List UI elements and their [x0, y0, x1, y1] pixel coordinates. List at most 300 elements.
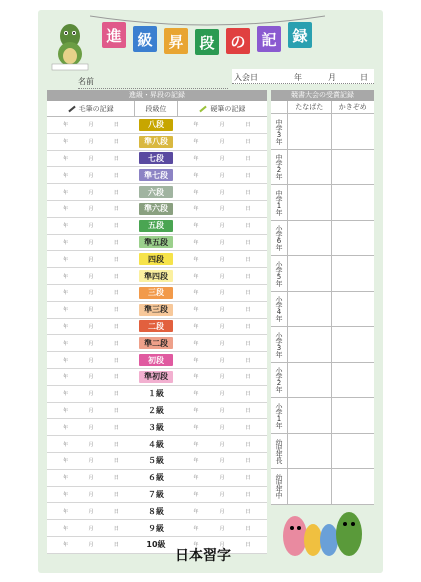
- rank-row: [47, 386, 267, 403]
- pen-date-cell[interactable]: [177, 419, 267, 435]
- rank-label: 五段: [139, 220, 173, 232]
- pen-date-cell[interactable]: [177, 151, 267, 167]
- date-unit: 年: [63, 323, 69, 330]
- rank-row: [47, 503, 267, 520]
- brush-date-cell[interactable]: [47, 419, 135, 435]
- brush-date-cell[interactable]: [47, 151, 135, 167]
- rank-row: [47, 520, 267, 537]
- date-unit: 年: [63, 542, 69, 549]
- date-unit: 月: [219, 424, 225, 431]
- rank-label: 準五段: [139, 236, 173, 248]
- date-unit: 日: [245, 307, 251, 314]
- rank-label: 七段: [139, 152, 173, 164]
- date-unit: 日: [113, 525, 119, 532]
- pen-date-cell[interactable]: [177, 403, 267, 419]
- date-unit: 月: [88, 139, 94, 146]
- rank-row: [47, 134, 267, 151]
- date-unit: 月: [88, 357, 94, 364]
- brush-date-cell[interactable]: [47, 268, 135, 284]
- date-unit: 日: [245, 491, 251, 498]
- date-unit: 日: [113, 155, 119, 162]
- tanabata-cell[interactable]: [288, 327, 331, 362]
- date-unit: 日: [113, 491, 119, 498]
- tanabata-cell[interactable]: [288, 363, 331, 398]
- rank-label: ５級: [139, 455, 173, 467]
- pen-date-cell[interactable]: [177, 268, 267, 284]
- date-unit: 年: [63, 172, 69, 179]
- pen-header-label: 硬筆の記録: [210, 104, 246, 113]
- footer-brand: 日本習字: [175, 548, 231, 564]
- date-unit: 月: [219, 357, 225, 364]
- date-unit: 年: [193, 290, 199, 297]
- date-unit: 年: [193, 424, 199, 431]
- date-unit: 日: [245, 189, 251, 196]
- rank-cell: [135, 369, 177, 385]
- year-label: 年: [294, 73, 302, 82]
- grade-row: [271, 327, 374, 363]
- date-unit: 月: [88, 508, 94, 515]
- brush-header: [47, 101, 134, 116]
- date-unit: 日: [113, 391, 119, 398]
- grade-row: [271, 185, 374, 221]
- grade-row: [271, 256, 374, 292]
- date-unit: 月: [88, 172, 94, 179]
- date-unit: 月: [219, 323, 225, 330]
- grade-label: 小学2年: [271, 363, 288, 398]
- date-unit: 年: [193, 542, 199, 549]
- date-unit: 年: [63, 374, 69, 381]
- rank-row: [47, 470, 267, 487]
- rank-label: １級: [139, 388, 173, 400]
- date-unit: 月: [88, 155, 94, 162]
- date-unit: 日: [245, 391, 251, 398]
- date-unit: 月: [88, 491, 94, 498]
- brush-date-cell[interactable]: [47, 369, 135, 385]
- pen-date-cell[interactable]: [177, 369, 267, 385]
- brush-date-cell[interactable]: [47, 352, 135, 368]
- date-unit: 日: [113, 307, 119, 314]
- name-label: 名前: [78, 77, 94, 86]
- date-unit: 日: [245, 424, 251, 431]
- date-unit: 月: [219, 155, 225, 162]
- date-unit: 年: [63, 189, 69, 196]
- tanabata-cell[interactable]: [288, 292, 331, 327]
- date-unit: 日: [245, 139, 251, 146]
- date-unit: 月: [88, 273, 94, 280]
- tanabata-cell[interactable]: [288, 185, 331, 220]
- kakizome-cell[interactable]: [331, 292, 375, 327]
- rank-row: [47, 184, 267, 201]
- title-flag: 昇: [164, 28, 188, 54]
- date-unit: 日: [113, 374, 119, 381]
- brush-date-cell[interactable]: [47, 117, 135, 133]
- date-unit: 月: [219, 542, 225, 549]
- date-unit: 月: [219, 458, 225, 465]
- date-unit: 年: [193, 374, 199, 381]
- brush-date-cell[interactable]: [47, 201, 135, 217]
- tanabata-cell[interactable]: [288, 150, 331, 185]
- date-unit: 年: [63, 139, 69, 146]
- rank-row: [47, 117, 267, 134]
- date-unit: 月: [219, 189, 225, 196]
- date-unit: 日: [245, 323, 251, 330]
- date-unit: 月: [88, 424, 94, 431]
- rank-cell: [135, 537, 177, 553]
- date-unit: 年: [63, 155, 69, 162]
- brush-header-label: 毛筆の記録: [78, 104, 114, 113]
- brush-date-cell[interactable]: [47, 436, 135, 452]
- date-unit: 年: [63, 357, 69, 364]
- brush-date-cell[interactable]: [47, 470, 135, 486]
- promotion-table-header: [47, 101, 267, 117]
- date-unit: 年: [63, 441, 69, 448]
- pen-date-cell[interactable]: [177, 285, 267, 301]
- date-unit: 日: [245, 155, 251, 162]
- grade-label: 幼児年中: [271, 469, 288, 504]
- tanabata-cell[interactable]: [288, 114, 331, 149]
- rank-cell: [135, 403, 177, 419]
- date-unit: 年: [63, 475, 69, 482]
- brush-date-cell[interactable]: [47, 487, 135, 503]
- rank-row: [47, 201, 267, 218]
- rank-row: [47, 419, 267, 436]
- date-unit: 年: [63, 223, 69, 230]
- date-unit: 日: [245, 407, 251, 414]
- kakizome-header: かきぞめ: [331, 101, 375, 113]
- rank-label: 準初段: [139, 371, 173, 383]
- date-unit: 年: [63, 256, 69, 263]
- date-unit: 日: [245, 206, 251, 213]
- rank-label: 八段: [139, 119, 173, 131]
- grade-row: [271, 114, 374, 150]
- date-unit: 日: [113, 357, 119, 364]
- brush-date-cell[interactable]: [47, 386, 135, 402]
- grade-label: 幼児年長: [271, 434, 288, 469]
- date-unit: 日: [113, 290, 119, 297]
- date-unit: 年: [193, 340, 199, 347]
- rank-cell: [135, 134, 177, 150]
- kakizome-cell[interactable]: [331, 256, 375, 291]
- date-unit: 年: [63, 525, 69, 532]
- kakizome-cell[interactable]: [331, 150, 375, 185]
- date-unit: 日: [113, 223, 119, 230]
- date-unit: 年: [193, 441, 199, 448]
- date-unit: 年: [63, 122, 69, 129]
- date-unit: 日: [245, 508, 251, 515]
- title-flag: 録: [288, 22, 312, 48]
- pen-date-cell[interactable]: [177, 235, 267, 251]
- brush-date-cell[interactable]: [47, 319, 135, 335]
- date-unit: 年: [193, 391, 199, 398]
- rank-cell: [135, 319, 177, 335]
- date-unit: 年: [193, 122, 199, 129]
- date-unit: 月: [88, 122, 94, 129]
- rank-label: 準六段: [139, 203, 173, 215]
- grade-label: 小学6年: [271, 221, 288, 256]
- date-unit: 月: [219, 307, 225, 314]
- rank-cell: [135, 436, 177, 452]
- date-unit: 日: [113, 458, 119, 465]
- pen-date-cell[interactable]: [177, 520, 267, 536]
- rank-cell: [135, 419, 177, 435]
- pen-date-cell[interactable]: [177, 251, 267, 267]
- date-unit: 月: [219, 391, 225, 398]
- date-unit: 年: [193, 407, 199, 414]
- rank-label: 準八段: [139, 136, 173, 148]
- pen-date-cell[interactable]: [177, 335, 267, 351]
- rank-cell: [135, 201, 177, 217]
- date-unit: 日: [113, 475, 119, 482]
- brush-date-cell[interactable]: [47, 403, 135, 419]
- date-unit: 月: [219, 273, 225, 280]
- rank-cell: [135, 184, 177, 200]
- pen-date-cell[interactable]: [177, 218, 267, 234]
- date-unit: 月: [219, 172, 225, 179]
- date-unit: 年: [193, 458, 199, 465]
- rank-label: ８級: [139, 505, 173, 517]
- rank-row: [47, 369, 267, 386]
- date-unit: 年: [193, 357, 199, 364]
- date-unit: 月: [88, 189, 94, 196]
- grade-label: 小学1年: [271, 398, 288, 433]
- date-unit: 月: [219, 122, 225, 129]
- date-unit: 日: [245, 340, 251, 347]
- date-unit: 日: [113, 122, 119, 129]
- kakizome-cell[interactable]: [331, 398, 375, 433]
- pen-date-cell[interactable]: [177, 436, 267, 452]
- grade-row: [271, 363, 374, 399]
- date-unit: 年: [193, 206, 199, 213]
- pen-date-cell[interactable]: [177, 470, 267, 486]
- brush-date-cell[interactable]: [47, 537, 135, 553]
- kakizome-cell[interactable]: [331, 221, 375, 256]
- grade-row: [271, 434, 374, 470]
- kakizome-cell[interactable]: [331, 114, 375, 149]
- date-unit: 月: [88, 407, 94, 414]
- pen-date-cell[interactable]: [177, 201, 267, 217]
- award-table-header: [271, 101, 374, 114]
- grade-label: 中学2年: [271, 150, 288, 185]
- rank-row: [47, 285, 267, 302]
- pen-date-cell[interactable]: [177, 487, 267, 503]
- grade-row: [271, 221, 374, 257]
- date-unit: 年: [193, 273, 199, 280]
- pen-icon: [200, 105, 207, 112]
- mascot-illustration: [50, 20, 90, 72]
- date-unit: 年: [63, 206, 69, 213]
- rank-row: [47, 319, 267, 336]
- date-unit: 年: [63, 391, 69, 398]
- date-unit: 年: [63, 307, 69, 314]
- brush-date-cell[interactable]: [47, 302, 135, 318]
- title-flag: の: [226, 28, 250, 54]
- kakizome-cell[interactable]: [331, 327, 375, 362]
- date-unit: 月: [88, 542, 94, 549]
- date-unit: 月: [219, 441, 225, 448]
- pen-date-cell[interactable]: [177, 503, 267, 519]
- date-unit: 日: [245, 475, 251, 482]
- date-unit: 日: [245, 374, 251, 381]
- brush-date-cell[interactable]: [47, 134, 135, 150]
- tanabata-cell[interactable]: [288, 398, 331, 433]
- date-unit: 年: [193, 256, 199, 263]
- promotion-table-title: 進級・昇段の記録: [47, 90, 267, 101]
- brush-date-cell[interactable]: [47, 453, 135, 469]
- rank-row: [47, 251, 267, 268]
- kakizome-cell[interactable]: [331, 185, 375, 220]
- kakizome-cell[interactable]: [331, 363, 375, 398]
- pen-date-cell[interactable]: [177, 352, 267, 368]
- date-unit: 年: [193, 223, 199, 230]
- rank-cell: [135, 335, 177, 351]
- date-unit: 日: [245, 223, 251, 230]
- join-date-field[interactable]: [232, 69, 374, 84]
- date-unit: 月: [88, 458, 94, 465]
- date-unit: 日: [113, 256, 119, 263]
- rank-row: [47, 537, 267, 554]
- mascot-group-illustration: [277, 498, 372, 560]
- tanabata-cell[interactable]: [288, 221, 331, 256]
- pen-date-cell[interactable]: [177, 167, 267, 183]
- brush-date-cell[interactable]: [47, 184, 135, 200]
- date-unit: 日: [245, 122, 251, 129]
- grade-label: 小学4年: [271, 292, 288, 327]
- date-unit: 月: [88, 391, 94, 398]
- rank-label: 準三段: [139, 304, 173, 316]
- date-unit: 日: [245, 290, 251, 297]
- date-unit: 月: [88, 256, 94, 263]
- date-unit: 日: [113, 441, 119, 448]
- date-unit: 日: [113, 542, 119, 549]
- date-unit: 月: [219, 139, 225, 146]
- date-unit: 月: [219, 491, 225, 498]
- promotion-record-table: [47, 90, 267, 554]
- date-unit: 年: [63, 424, 69, 431]
- rank-cell: [135, 235, 177, 251]
- date-unit: 年: [63, 508, 69, 515]
- rank-cell: [135, 352, 177, 368]
- title-flag: 記: [257, 26, 281, 52]
- brush-icon: [68, 105, 75, 112]
- brush-date-cell[interactable]: [47, 285, 135, 301]
- date-unit: 年: [63, 458, 69, 465]
- kakizome-cell[interactable]: [331, 434, 375, 469]
- rank-cell: [135, 470, 177, 486]
- name-field[interactable]: [78, 76, 228, 89]
- brush-date-cell[interactable]: [47, 520, 135, 536]
- date-unit: 日: [113, 189, 119, 196]
- pen-date-cell[interactable]: [177, 319, 267, 335]
- date-unit: 月: [219, 525, 225, 532]
- tanabata-header: たなばた: [295, 103, 324, 111]
- pen-date-cell[interactable]: [177, 386, 267, 402]
- date-unit: 年: [193, 525, 199, 532]
- brush-date-cell[interactable]: [47, 251, 135, 267]
- date-unit: 月: [88, 239, 94, 246]
- month-label: 月: [328, 73, 336, 82]
- rank-row: [47, 151, 267, 168]
- date-unit: 月: [219, 256, 225, 263]
- date-unit: 日: [113, 206, 119, 213]
- date-unit: 月: [219, 290, 225, 297]
- brush-date-cell[interactable]: [47, 218, 135, 234]
- title-flag: 段: [195, 29, 219, 55]
- date-unit: 月: [219, 340, 225, 347]
- rank-row: [47, 436, 267, 453]
- rank-row: [47, 403, 267, 420]
- date-unit: 年: [63, 239, 69, 246]
- rank-cell: [135, 268, 177, 284]
- rank-label: 準二段: [139, 337, 173, 349]
- rank-label: 四段: [139, 253, 173, 265]
- date-unit: 月: [88, 441, 94, 448]
- rank-row: [47, 268, 267, 285]
- date-unit: 月: [219, 223, 225, 230]
- rank-label: 準四段: [139, 270, 173, 282]
- grade-label: 小学3年: [271, 327, 288, 362]
- date-unit: 月: [219, 407, 225, 414]
- date-unit: 日: [245, 525, 251, 532]
- rank-cell: [135, 386, 177, 402]
- rank-label: ６級: [139, 472, 173, 484]
- date-unit: 月: [219, 508, 225, 515]
- grade-row: [271, 150, 374, 186]
- rank-cell: [135, 285, 177, 301]
- brush-date-cell[interactable]: [47, 335, 135, 351]
- rank-cell: [135, 151, 177, 167]
- pen-date-cell[interactable]: [177, 184, 267, 200]
- brush-date-cell[interactable]: [47, 235, 135, 251]
- pen-date-cell[interactable]: [177, 302, 267, 318]
- rank-row: [47, 487, 267, 504]
- rank-label: ７級: [139, 488, 173, 500]
- pen-date-cell[interactable]: [177, 453, 267, 469]
- grade-label: 中学3年: [271, 114, 288, 149]
- date-unit: 月: [88, 290, 94, 297]
- tanabata-cell[interactable]: [288, 434, 331, 469]
- date-unit: 年: [193, 139, 199, 146]
- rank-cell: [135, 117, 177, 133]
- brush-date-cell[interactable]: [47, 503, 135, 519]
- tanabata-cell[interactable]: [288, 256, 331, 291]
- date-unit: 年: [63, 273, 69, 280]
- day-label: 日: [360, 73, 368, 82]
- date-unit: 年: [193, 508, 199, 515]
- rank-label: 六段: [139, 186, 173, 198]
- brush-date-cell[interactable]: [47, 167, 135, 183]
- rank-cell: [135, 302, 177, 318]
- date-unit: 日: [245, 239, 251, 246]
- date-unit: 月: [219, 239, 225, 246]
- date-unit: 月: [88, 340, 94, 347]
- grade-label: 中学1年: [271, 185, 288, 220]
- date-unit: 日: [113, 239, 119, 246]
- date-unit: 年: [63, 407, 69, 414]
- pen-date-cell[interactable]: [177, 134, 267, 150]
- rank-cell: [135, 503, 177, 519]
- date-unit: 月: [88, 323, 94, 330]
- rank-header: 段級位: [134, 101, 178, 116]
- pen-date-cell[interactable]: [177, 117, 267, 133]
- date-unit: 月: [219, 206, 225, 213]
- rank-cell: [135, 487, 177, 503]
- grade-row: [271, 292, 374, 328]
- date-unit: 年: [63, 491, 69, 498]
- rank-cell: [135, 218, 177, 234]
- grade-row: [271, 398, 374, 434]
- date-unit: 年: [193, 491, 199, 498]
- date-unit: 月: [88, 223, 94, 230]
